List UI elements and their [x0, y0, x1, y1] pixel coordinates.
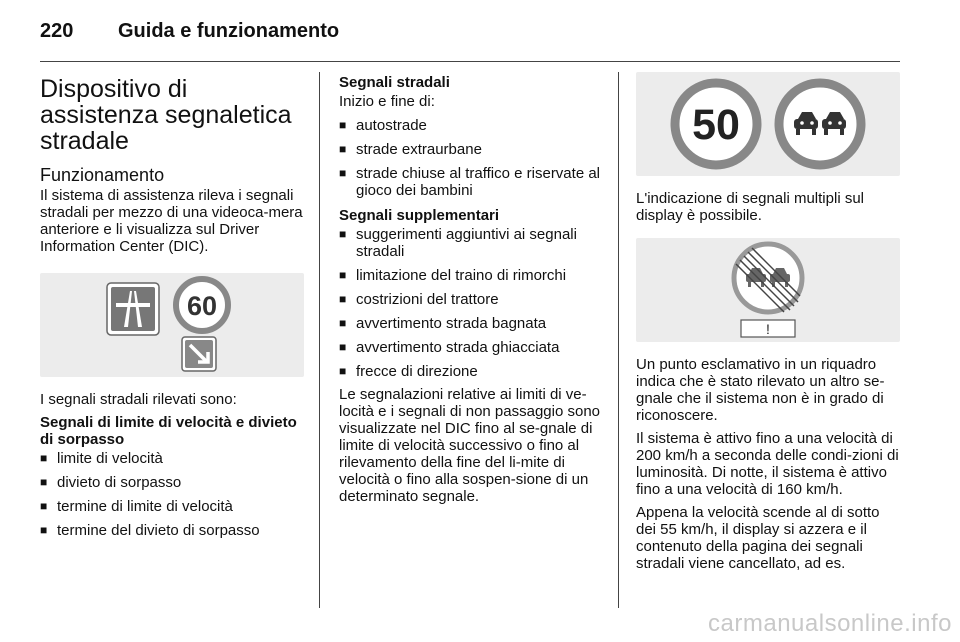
list-item: ■ autostrade: [339, 117, 427, 134]
column-3: [636, 72, 902, 572]
bullet-icon: ■: [40, 499, 48, 513]
list-item: ■ frecce di direzione: [339, 363, 478, 380]
speed-limit-60-icon: [176, 279, 228, 331]
speed-signs-list: [40, 450, 306, 539]
column-1: [40, 72, 306, 539]
bullet-icon: ■: [339, 292, 347, 306]
watermark: carmanualsonline.info: [708, 610, 952, 637]
speed-limit-50-icon: [675, 83, 757, 165]
bullet-icon: ■: [40, 451, 48, 465]
page-number: 220: [40, 20, 74, 42]
road-signs-heading: Segnali stradali: [339, 74, 450, 91]
active-speed-text: Il sistema è attivo fino a una velocità di 200 km/h a seconda delle condi-zioni di luminosità. Di notte, il sistema è attivo fino a una velocità di 160 km/h.: [636, 430, 899, 498]
supplementary-signs-heading: Segnali supplementari: [339, 207, 500, 224]
header-divider: [40, 61, 900, 62]
section-title: Dispositivo di assistenza segnaletica stradale: [40, 75, 292, 155]
list-item: ■ strade chiuse al traffico e riservate al gioco dei bambini: [339, 165, 601, 199]
bullet-icon: ■: [339, 227, 347, 241]
list-item: ■ termine di limite di velocità: [40, 498, 233, 515]
subsection-title: Funzionamento: [40, 165, 165, 185]
list-item: ■ strade extraurbane: [339, 141, 482, 158]
exclamation-text: Un punto esclamativo in un riquadro indica che è stato rilevato un altro se-gnale che il sistema non è in grado di riconoscere.: [636, 356, 885, 424]
chapter-title: Guida e funzionamento: [118, 20, 340, 42]
list-item: ■ limite di velocità: [40, 450, 163, 467]
page-header: [40, 20, 339, 50]
list-item: ■ avvertimento strada ghiacciata: [339, 339, 560, 356]
svg-text:60: 60: [186, 291, 218, 321]
detected-signs-text: I segnali stradali rilevati sono:: [40, 391, 237, 408]
figure-motorway-speed-signs: [40, 273, 304, 377]
bullet-icon: ■: [339, 142, 347, 156]
bullet-icon: ■: [40, 523, 48, 537]
exclamation-box-icon: [741, 320, 795, 337]
list-item: ■ avvertimento strada bagnata: [339, 315, 547, 332]
reset-speed-text: Appena la velocità scende al di sotto dei 55 km/h, il display si azzera e il contenuto della pagina dei segnali stradali viene cancellato, ad es.: [636, 504, 880, 572]
column-2: [339, 72, 605, 505]
supplementary-signs-list: [339, 226, 605, 380]
no-overtaking-sign-icon: [779, 83, 861, 165]
speed-signs-heading: Segnali di limite di velocità e divieto di sorpasso: [40, 414, 297, 448]
motorway-sign-icon: [107, 283, 159, 335]
list-item: ■ divieto di sorpasso: [40, 474, 182, 491]
list-item: ■ suggerimenti aggiuntivi ai segnali stradali: [339, 226, 577, 260]
list-item: ■ termine del divieto di sorpasso: [40, 522, 260, 539]
direction-arrow-sign-icon: [182, 337, 216, 371]
multiple-signs-text: L'indicazione di segnali multipli sul display è possibile.: [636, 190, 864, 224]
dic-display-paragraph: Le segnalazioni relative ai limiti di ve-locità e i segnali di non passaggio sono visualizzate nel DIC fino al se-gnale di limite di velocità successivo o fino al rilevamento della fine del li-mite di velocità o fino alla sospen-sione di un determinato segnale.: [339, 386, 601, 505]
column-divider-1: [319, 72, 320, 608]
end-no-overtaking-sign-icon: [734, 244, 802, 312]
list-item: ■ limitazione del traino di rimorchi: [339, 267, 567, 284]
column-divider-2: [618, 72, 619, 608]
road-signs-list: [339, 117, 605, 199]
svg-text:!: !: [766, 321, 770, 337]
bullet-icon: ■: [339, 118, 347, 132]
figure-end-no-overtaking-sign: [636, 238, 900, 342]
road-signs-intro: Inizio e fine di:: [339, 93, 435, 110]
svg-text:50: 50: [692, 101, 740, 149]
bullet-icon: ■: [40, 475, 48, 489]
list-item: ■ costrizioni del trattore: [339, 291, 499, 308]
intro-paragraph: Il sistema di assistenza rileva i segnali stradali per mezzo di una videoca-mera anteriore e li visualizza sul Driver Information Center (DIC).: [40, 187, 303, 255]
bullet-icon: ■: [339, 316, 347, 330]
bullet-icon: ■: [339, 340, 347, 354]
bullet-icon: ■: [339, 364, 347, 378]
bullet-icon: ■: [339, 166, 347, 180]
figure-speed-no-overtaking-signs: [636, 72, 900, 176]
bullet-icon: ■: [339, 268, 347, 282]
